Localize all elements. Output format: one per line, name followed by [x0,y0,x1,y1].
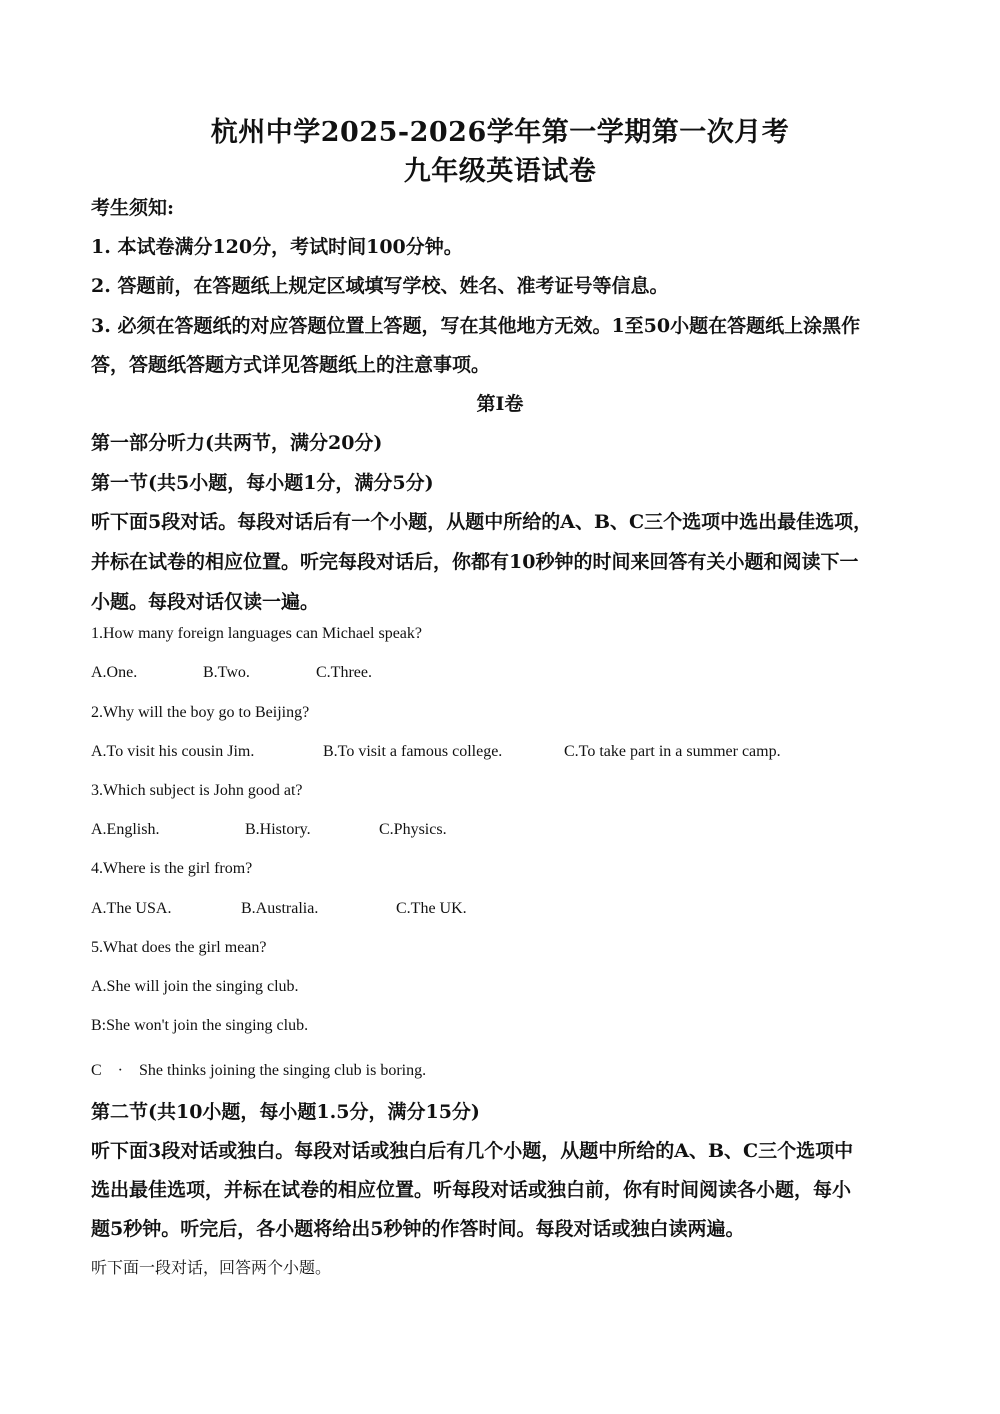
option-a: A.The USA. [91,900,172,917]
option-a: A.To visit his cousin Jim. [91,743,255,760]
option-c: C.Three. [316,664,372,681]
section1-instruction: 并标在试卷的相应位置。听完每段对话后，你都有10秒钟的时间来回答有关小题和阅读下一 [91,551,859,573]
option-b: B.History. [245,821,311,838]
option-a: A.She will join the singing club. [91,978,299,995]
notice-heading: 考生须知: [91,197,175,219]
notice-item: 2. 答题前，在答题纸上规定区域填写学校、姓名、准考证号等信息。 [91,275,669,297]
volume-title: 第I卷 [476,393,524,415]
section1-title: 第一节(共5小题，每小题1分，满分5分) [91,472,434,494]
dialogue-instruction: 听下面一段对话，回答两个小题。 [91,1260,332,1277]
option-a: A.English. [91,821,160,838]
exam-title: 杭州中学2025-2026学年第一学期第一次月考 [210,117,790,148]
notice-item: 1. 本试卷满分120分，考试时间100分钟。 [91,236,463,258]
option-c: C · She thinks joining the singing club is boring. [91,1062,427,1079]
option-a: A.One. [91,664,138,681]
option-c: C.The UK. [396,900,467,917]
section2-instruction: 选出最佳选项，并标在试卷的相应位置。听每段对话或独白前，你有时间阅读各小题，每小 [91,1179,852,1201]
section1-instruction: 小题。每段对话仅读一遍。 [91,591,320,613]
question-stem: 5.What does the girl mean? [91,939,267,956]
notice-item: 3. 必须在答题纸的对应答题位置上答题，写在其他地方无效。1至50小题在答题纸上涂黑作 [91,315,861,337]
question-stem: 3.Which subject is John good at? [91,782,303,799]
question-stem: 4.Where is the girl from? [91,860,253,877]
option-b: B.Two. [203,664,250,681]
notice-item-continued: 答，答题纸答题方式详见答题纸上的注意事项。 [91,354,491,376]
part1-title: 第一部分听力(共两节，满分20分) [91,432,383,454]
section2-instruction: 题5秒钟。听完后，各小题将给出5秒钟的作答时间。每段对话或独白读两遍。 [91,1218,745,1240]
option-c: C.To take part in a summer camp. [564,743,781,760]
exam-subtitle: 九年级英语试卷 [403,156,597,187]
section2-title: 第二节(共10小题，每小题1.5分，满分15分) [91,1101,480,1123]
question-stem: 2.Why will the boy go to Beijing? [91,704,310,721]
question-stem: 1.How many foreign languages can Michael speak? [91,625,422,642]
section2-instruction: 听下面3段对话或独白。每段对话或独白后有几个小题，从题中所给的A、B、C三个选项中 [91,1140,854,1162]
option-b: B.Australia. [241,900,319,917]
option-c: C.Physics. [379,821,447,838]
option-b: B.To visit a famous college. [323,743,503,760]
section1-instruction: 听下面5段对话。每段对话后有一个小题，从题中所给的A、B、C三个选项中选出最佳选项， [91,511,873,533]
option-b: B:She won't join the singing club. [91,1017,309,1034]
